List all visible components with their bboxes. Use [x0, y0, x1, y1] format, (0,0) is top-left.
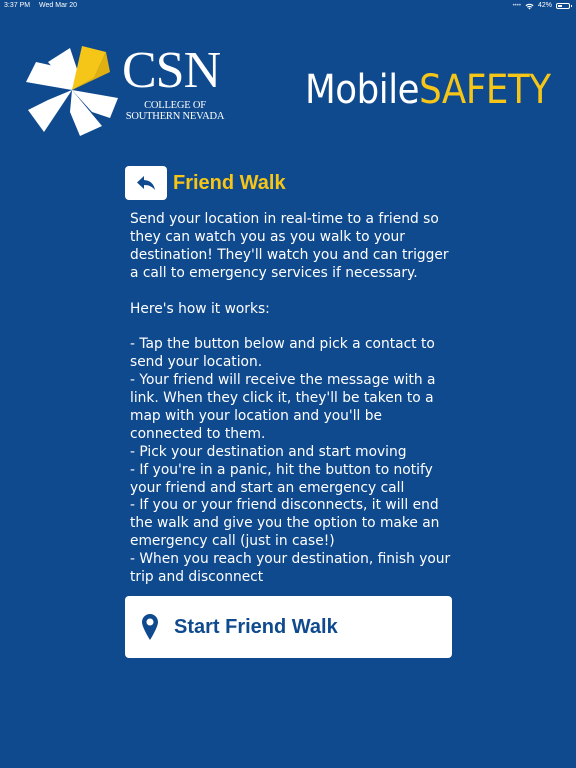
step-line: - If you or your friend disconnects, it will end	[130, 497, 439, 514]
intro-line: destination! They'll watch you and can trigger	[130, 246, 449, 263]
status-date: Wed Mar 20	[39, 2, 78, 9]
brand-mobile: Mobile	[305, 67, 420, 113]
friend-walk-description	[130, 211, 460, 587]
status-time: 3:37 PM	[4, 2, 31, 9]
csn-subtitle-line1: COLLEGE OF	[144, 100, 206, 111]
back-arrow-icon	[135, 174, 157, 192]
wifi-icon	[525, 3, 534, 10]
start-friend-walk-label: Start Friend Walk	[174, 616, 338, 638]
battery-percent: 42%	[537, 2, 552, 9]
steps-list	[130, 336, 460, 587]
step-line: connected to them.	[130, 425, 266, 442]
intro-line: a call to emergency services if necessary.	[130, 264, 418, 281]
status-left	[4, 0, 77, 12]
intro-line: they can watch you as you walk to your	[130, 228, 405, 245]
app-brand-title	[305, 66, 551, 114]
step-line: map with your location and you'll be	[130, 407, 383, 424]
intro-paragraph	[130, 211, 460, 283]
brand-safety: SAFETY	[419, 67, 551, 113]
how-it-works-heading: Here's how it works:	[130, 300, 270, 317]
csn-logo	[22, 42, 232, 137]
step-line: - Pick your destination and start moving	[130, 443, 407, 460]
csn-pinwheel-logo-icon	[22, 42, 122, 137]
battery-icon	[556, 3, 570, 9]
step-line: send your location.	[130, 354, 263, 371]
step-line: your friend and start an emergency call	[130, 479, 405, 496]
step-line: - When you reach your destination, finish your	[130, 551, 451, 568]
intro-line: Send your location in real-time to a friend so	[130, 211, 439, 227]
step-line: - If you're in a panic, hit the button to notify	[130, 461, 433, 478]
cellular-signal-icon: ••••	[512, 3, 521, 9]
back-button[interactable]	[125, 166, 167, 200]
step-line: link. When they click it, they'll be taken to a	[130, 390, 434, 407]
battery-level	[558, 5, 562, 7]
map-pin-icon	[142, 614, 158, 640]
step-line: emergency call (just in case!)	[130, 533, 335, 550]
csn-subtitle-line2: SOUTHERN NEVADA	[125, 111, 225, 122]
page-title: Friend Walk	[173, 172, 286, 194]
status-bar	[0, 0, 576, 12]
csn-logo-subtitle	[123, 100, 227, 122]
start-friend-walk-button[interactable]	[125, 596, 452, 658]
step-line: - Your friend will receive the message with a	[130, 372, 436, 389]
csn-logo-text: CSN	[122, 42, 221, 99]
step-line: - Tap the button below and pick a contact to	[130, 336, 435, 353]
step-line: trip and disconnect	[130, 569, 264, 586]
step-line: the walk and give you the option to make an	[130, 515, 440, 532]
status-right	[513, 0, 570, 12]
